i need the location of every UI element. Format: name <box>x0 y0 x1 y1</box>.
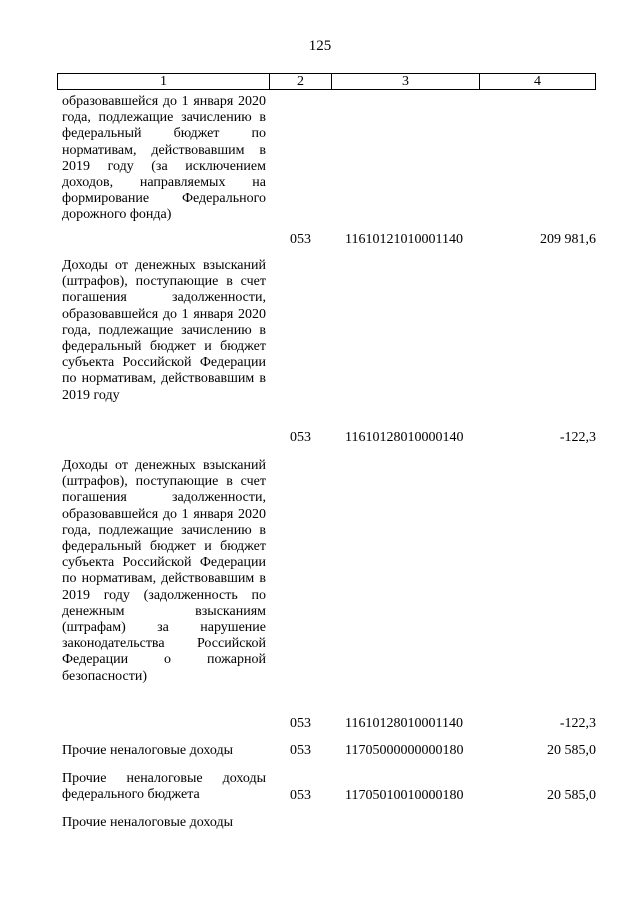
row-code: 053 <box>290 430 311 445</box>
row-description: Прочие неналоговые доходы <box>62 743 234 758</box>
row-kbk: 11705010010000180 <box>345 788 464 803</box>
header-col-2: 2 <box>270 74 332 89</box>
row-description: Прочие неналоговые доходы федерального бюджета <box>62 771 266 803</box>
row-kbk: 11705000000000180 <box>345 743 464 758</box>
row-description: Доходы от денежных взысканий (штрафов), поступающие в счет погашения задолженности, образовавшейся до 1 января 2020 года, подлежащие зачислению в федеральный бюджет и бюджет субъекта Российской Федерации по нормативам, действовавшим в 2019 году (задолженность по денежным взысканиям (штрафам) за нарушение законодательства Российской Федерации о пожарной безопасности) <box>62 458 266 684</box>
row-amount: -122,3 <box>559 716 596 731</box>
row-code: 053 <box>290 743 311 758</box>
row-amount: 20 585,0 <box>547 743 596 758</box>
header-col-3: 3 <box>332 74 480 89</box>
header-col-1: 1 <box>58 74 270 89</box>
row-code: 053 <box>290 716 311 731</box>
row-kbk: 11610121010001140 <box>345 232 463 247</box>
row-code: 053 <box>290 788 311 803</box>
header-col-4: 4 <box>534 74 541 89</box>
row-code: 053 <box>290 232 311 247</box>
row-kbk: 11610128010001140 <box>345 716 463 731</box>
row-amount: 20 585,0 <box>547 788 596 803</box>
row-description: образовавшейся до 1 января 2020 года, подлежащие зачислению в федеральный бюджет по нормативам, действовавшим в 2019 году (за исключением доходов, направляемых на формирование Федерального дорожного фонда) <box>62 94 266 223</box>
row-description: Прочие неналоговые доходы <box>62 815 234 830</box>
page-number: 125 <box>308 38 332 54</box>
row-kbk: 11610128010000140 <box>345 430 464 445</box>
table-header <box>57 73 596 90</box>
row-description: Доходы от денежных взысканий (штрафов), поступающие в счет погашения задолженности, образовавшейся до 1 января 2020 года, подлежащие зачислению в федеральный бюджет и бюджет субъекта Российской Федерации по нормативам, действовавшим в 2019 году <box>62 258 266 403</box>
row-amount: -122,3 <box>559 430 596 445</box>
row-amount: 209 981,6 <box>540 232 596 247</box>
